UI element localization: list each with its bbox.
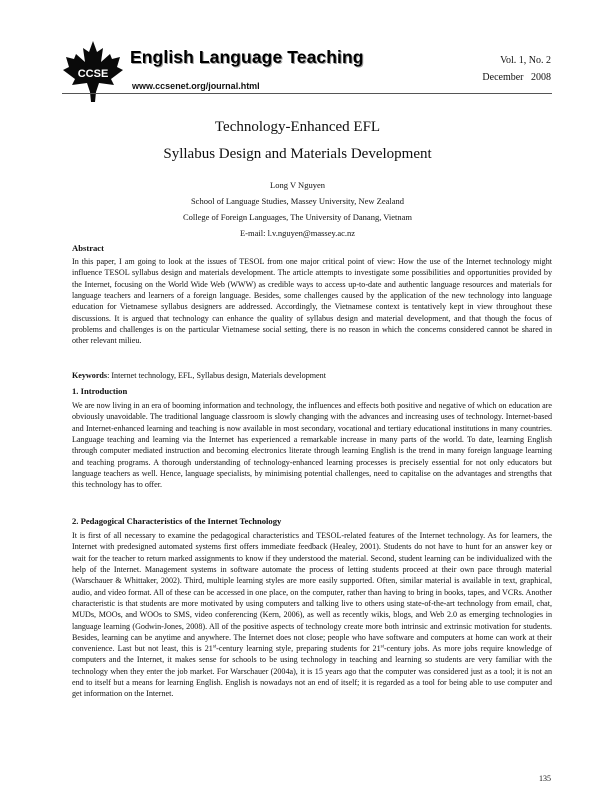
logo-text: CCSE <box>77 68 109 80</box>
superscript-st: st <box>212 644 217 650</box>
superscript-st: st <box>380 644 384 650</box>
page-number: 135 <box>539 774 551 783</box>
section-1-text: We are now living in an era of booming information and technology, the influences and effects both positive and negative of which on education are obviously unavoidable. The traditional language classroom is slowly changing with the advances and increasing uses of technology. Internet-based and Internet-enhanced learning and teaching is now available in most secondary, vocational and tertiary educational institutions in many countries. Language teaching and learning via the Internet has experienced a remarkable increase in many parts of the world. To date, learning English through computer mediated instruction and becoming electronics literate through learning English is the trend in many foreign language learning and teaching programs. A thorough understanding of technology-enhanced learning processes is precisely essential for not only educators but language teachers as well. Hence, language specialists, by minimising potential challenges, need to capitalise on the advantages and strengths that this technology has to offer. <box>72 401 552 490</box>
abstract-text: In this paper, I am going to look at the issues of TESOL from one major critical point of view: How the use of the Internet technology might influence TESOL syllabus design and materials development. The article attempts to investigate some possibilities and opportunities provided by the Internet, focusing on the World Wide Web (WWW) as credible ways to access up-to-date and authentic language resources and materials for language teachers and learners of a foreign language. Besides, some challenges caused by the application of the new technology into language education for Vietnamese syllabus designers are addressed. Accordingly, the Vietnamese context is tentatively kept in view throughout these discussions. It is argued that technology can enhance the quality of syllabus design and material development, and that though the focus of problems and challenges is on the particular Vietnamese social setting, there is no reason in which the concerns considered cannot be shared in other relevant milieu. <box>72 257 552 346</box>
paper-title-line2: Syllabus Design and Materials Development <box>163 146 432 162</box>
section-1-heading: 1. Introduction <box>72 386 128 396</box>
section-2-heading: 2. Pedagogical Characteristics of the Internet Technology <box>72 516 282 526</box>
author-email[interactable]: E-mail: l.v.nguyen@massey.ac.nz <box>239 228 356 238</box>
keywords-label: Keywords <box>72 371 108 380</box>
author-affiliation-2: College of Foreign Languages, The University of Danang, Vietnam <box>182 212 413 222</box>
header-divider <box>62 93 552 94</box>
author-name: Long V Nguyen <box>270 180 325 190</box>
volume-issue: Vol. 1, No. 2 <box>500 55 551 66</box>
keywords-text: : Internet technology, EFL, Syllabus design, Materials development <box>107 371 326 380</box>
paper-title-line1: Technology-Enhanced EFL <box>214 119 381 135</box>
section-2-text-part-b: -century learning style, preparing students for 21 <box>216 644 381 654</box>
section-2-text-part-a: It is first of all necessary to examine the pedagogical characteristics and TESOL-related features of the Internet technology. As for learners, the Internet with predesigned automated systems first offers immediate feedback (Healey, 2001). Students do not have to hunt for an answer key or wait for the teacher to return marked assignments to know if they understood the material. Second, student learning can be individualized with the help of the Internet. Management systems in software automate the process of letting students proceed at their own pace through material (Warschauer & Whittaker, 2002). Third, multiple learning styles are more easily supported. Often, similar material is available in text, graphical, audio, and video format. All of these can be accessed in one place, on the computer, rather than having to bring in books, tapes, and VCRs. Another characteristic is that students are more motivated by using computers and talking live to others using state-of-the-art technology from email, chat, MUDs, MOOs, and WOOs to SMS, video conferencing (Kern, 2006), as well as recently wikis, blogs, and Web 2.0 as emerging technologies in language learning (Godwin-Jones, 2008). All of the positive aspects of technology create more both intrinsic and extrinsic motivation for students. Besides, learning can be anytime and anywhere. The Internet does not close; people who have software and computers at home can work at their convenience. Last but not least, this is 21 <box>72 531 552 654</box>
journal-title: English Language Teaching <box>130 47 364 67</box>
author-affiliation-1: School of Language Studies, Massey University, New Zealand <box>190 196 405 206</box>
keywords <box>72 370 552 381</box>
abstract-heading: Abstract <box>72 243 104 253</box>
section-2-text <box>72 530 552 700</box>
issue-date: December 2008 <box>482 72 551 83</box>
section-2-text-part-c: -century jobs. As more jobs require knowledge of computers and the Internet, it makes sense for schools to be using technology in teaching and learning so students are very familiar with the technology when they enter the job market. For Warschauer (2004a), it is 15 years ago that the computer was considered just as a tool; it is not an end to itself but a means for learning English. English is nowadays not an end of itself; it is regarded as a tool for being able to use computer and get information on the Internet. <box>72 644 552 699</box>
journal-url[interactable]: www.ccsenet.org/journal.html <box>132 81 260 91</box>
